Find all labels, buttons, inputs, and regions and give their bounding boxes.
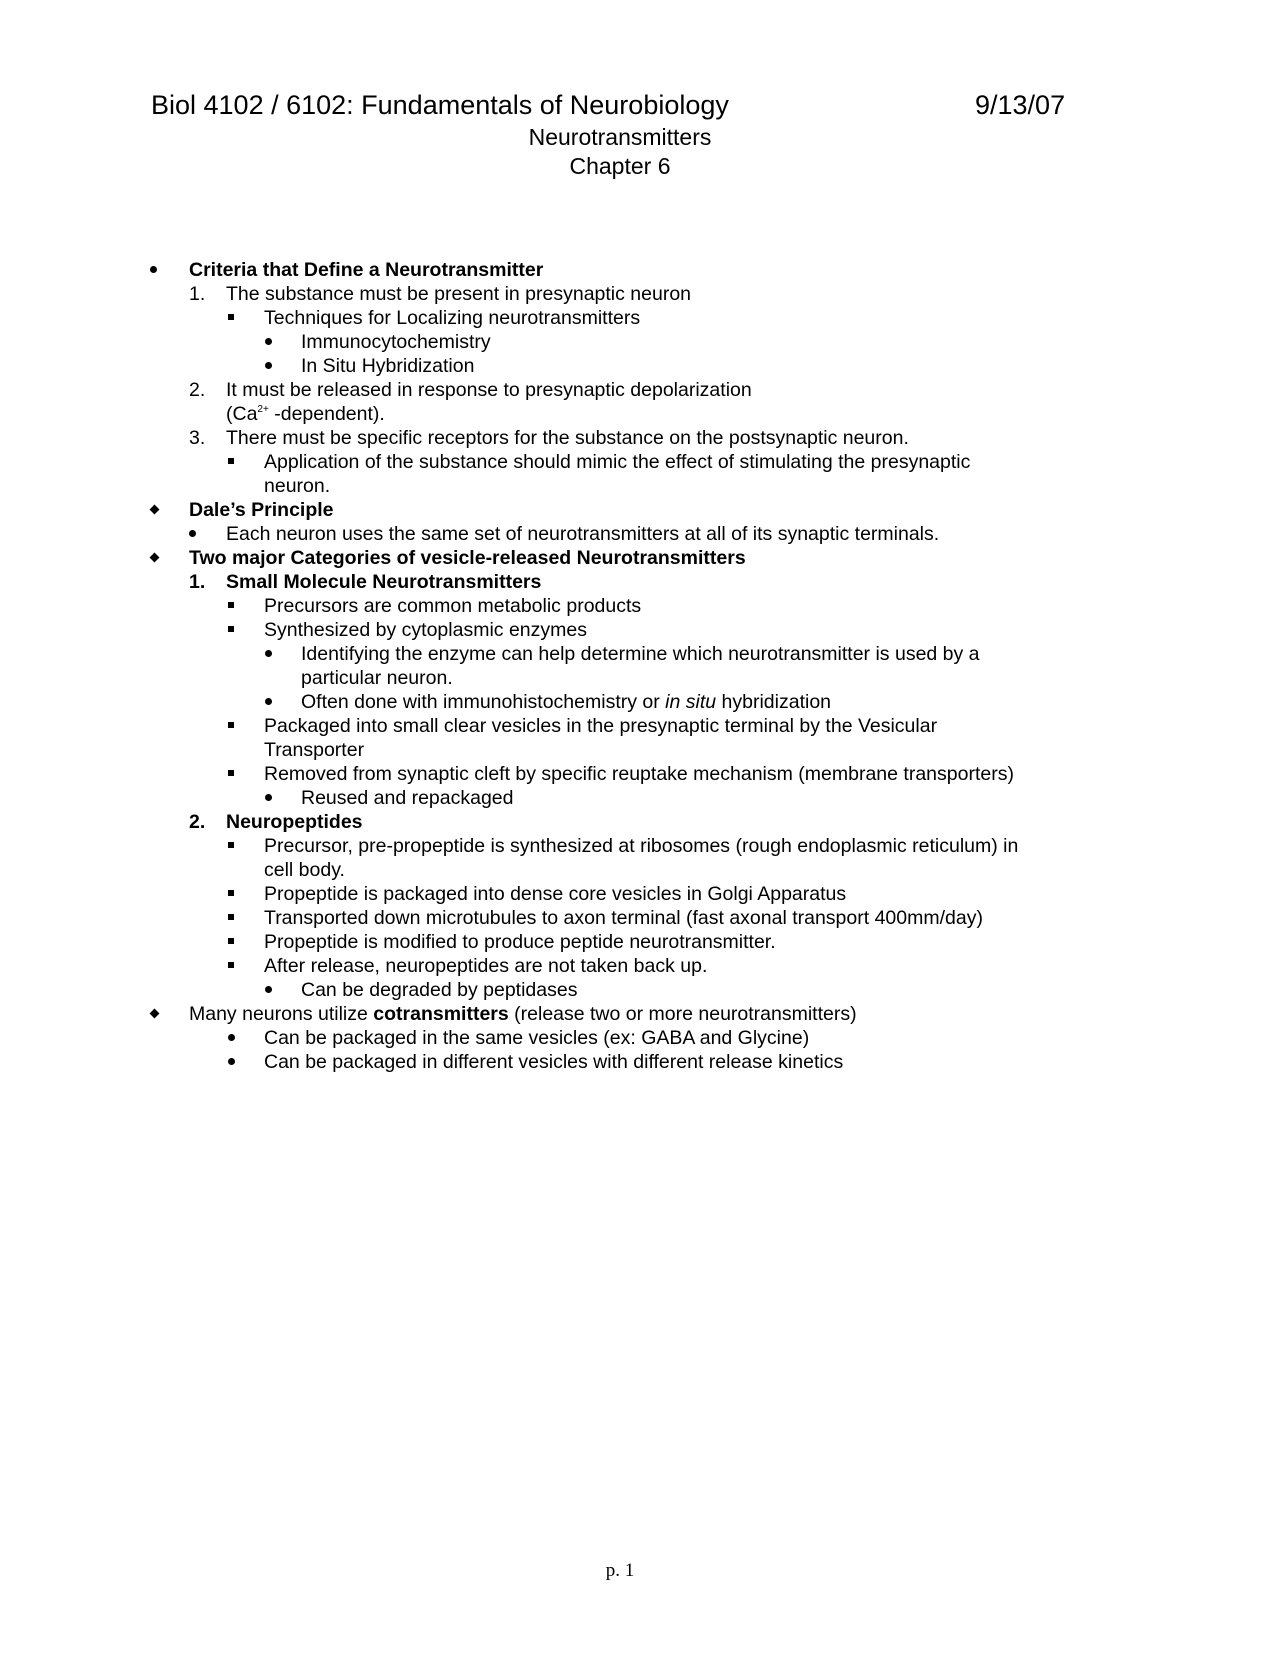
diamond-bullet-icon: [151, 1002, 158, 1026]
list-item: Packaged into small clear vesicles in the presynaptic terminal by the Vesicular: [264, 715, 938, 737]
bullet-icon: [228, 1050, 235, 1074]
list-item-continued: neuron.: [264, 475, 331, 497]
list-item: There must be specific receptors for the substance on the postsynaptic neuron.: [226, 427, 909, 449]
list-item: After release, neuropeptides are not taken back up.: [264, 955, 708, 977]
list-number: 2.: [189, 811, 206, 833]
list-item-continued: ($Ca^{2+}$ -dependent).: [226, 403, 385, 425]
square-bullet-icon: [228, 762, 234, 786]
list-item: Can be packaged in the same vesicles (ex: GABA and Glycine): [264, 1027, 810, 1049]
document-date: 9/13/07: [975, 90, 1066, 120]
list-item: Techniques for Localizing neurotransmitters: [264, 307, 641, 329]
document-title: Biol 4102 / 6102: Fundamentals of Neurobiology: [151, 90, 729, 120]
dale-heading: Dale’s Principle: [189, 499, 334, 521]
square-bullet-icon: [228, 594, 234, 618]
list-item: Precursors are common metabolic products: [264, 595, 642, 617]
diamond-bullet-icon: [151, 498, 158, 522]
list-item: Can be degraded by peptidases: [301, 979, 578, 1001]
document-subtitle: Neurotransmitters: [528, 124, 712, 150]
square-bullet-icon: [228, 954, 234, 978]
criteria-heading: Criteria that Define a Neurotransmitter: [189, 259, 544, 281]
bullet-icon: [265, 786, 272, 810]
bullet-icon: [228, 1026, 235, 1050]
square-bullet-icon: [228, 714, 234, 738]
list-number: 3.: [189, 427, 206, 449]
list-item: Propeptide is packaged into dense core vesicles in Golgi Apparatus: [264, 883, 847, 905]
small-molecule-heading: Small Molecule Neurotransmitters: [226, 571, 542, 593]
list-item: Immunocytochemistry: [301, 331, 491, 353]
square-bullet-icon: [228, 834, 234, 858]
list-item-continued: particular neuron.: [301, 667, 453, 689]
list-item: Each neuron uses the same set of neurotransmitters at all of its synaptic terminals.: [226, 523, 940, 545]
list-number: 1.: [189, 283, 206, 305]
list-item: Application of the substance should mimic the effect of stimulating the presynaptic: [264, 451, 971, 473]
bullet-icon: [189, 522, 196, 546]
list-item: It must be released in response to presynaptic depolarization: [226, 379, 752, 401]
page-number: p. 1: [605, 1560, 635, 1581]
list-number: 2.: [189, 379, 206, 401]
square-bullet-icon: [228, 906, 234, 930]
list-item: Synthesized by cytoplasmic enzymes: [264, 619, 587, 641]
square-bullet-icon: [228, 306, 234, 330]
list-item: Identifying the enzyme can help determine which neurotransmitter is used by a: [301, 643, 980, 665]
list-item: Can be packaged in different vesicles with different release kinetics: [264, 1051, 844, 1073]
square-bullet-icon: [228, 618, 234, 642]
list-number: 1.: [189, 571, 206, 593]
categories-heading: Two major Categories of vesicle-released Neurotransmitters: [189, 547, 746, 569]
chapter-label: Chapter 6: [569, 153, 671, 179]
list-item: Propeptide is modified to produce peptide neurotransmitter.: [264, 931, 776, 953]
bullet-icon: [265, 354, 272, 378]
cotransmitters-item: Many neurons utilize cotransmitters (release two or more neurotransmitters): [189, 1003, 857, 1025]
list-item-continued: cell body.: [264, 859, 345, 881]
square-bullet-icon: [228, 882, 234, 906]
list-item: Precursor, pre-propeptide is synthesized at ribosomes (rough endoplasmic reticulum) in: [264, 835, 1019, 857]
bullet-icon: [150, 258, 157, 282]
list-item: The substance must be present in presynaptic neuron: [226, 283, 692, 305]
neuropeptides-heading: Neuropeptides: [226, 811, 363, 833]
list-item: Removed from synaptic cleft by specific reuptake mechanism (membrane transporters): [264, 763, 1014, 785]
bullet-icon: [265, 642, 272, 666]
list-item-continued: Transporter: [264, 739, 365, 761]
diamond-bullet-icon: [151, 546, 158, 570]
bullet-icon: [265, 330, 272, 354]
list-item: Transported down microtubules to axon terminal (fast axonal transport 400mm/day): [264, 907, 983, 929]
bullet-icon: [265, 690, 272, 714]
bullet-icon: [265, 978, 272, 1002]
square-bullet-icon: [228, 930, 234, 954]
list-item: Often done with immunohistochemistry or in situ hybridization: [301, 691, 832, 713]
square-bullet-icon: [228, 450, 234, 474]
list-item: In Situ Hybridization: [301, 355, 475, 377]
list-item: Reused and repackaged: [301, 787, 514, 809]
